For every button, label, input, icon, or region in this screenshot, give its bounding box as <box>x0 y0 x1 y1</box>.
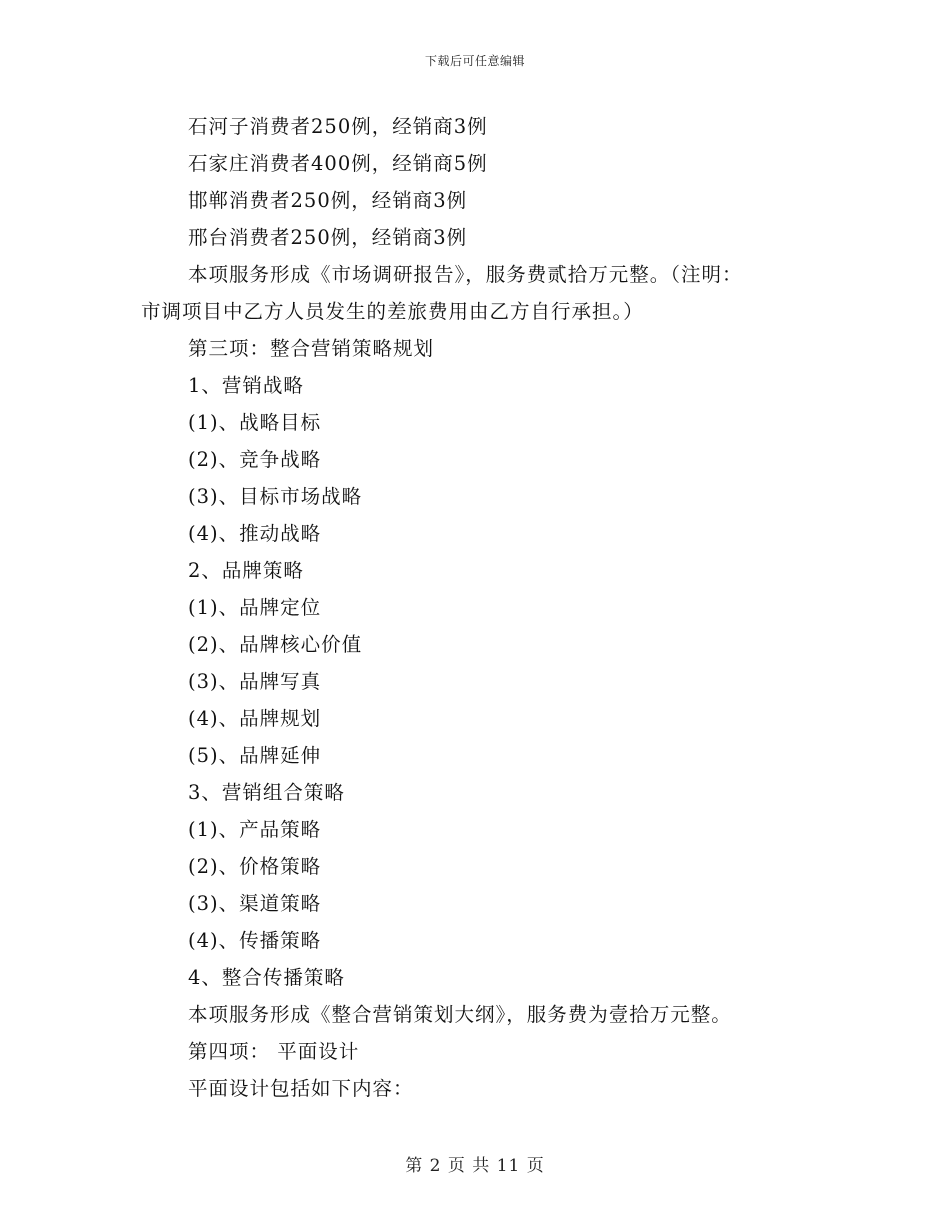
list-item: (3)、渠道策略 <box>188 892 322 915</box>
list-item: 2、品牌策略 <box>188 559 304 582</box>
paragraph-line: 邯郸消费者250例，经销商3例 <box>188 189 468 212</box>
list-item: (3)、品牌写真 <box>188 670 322 693</box>
list-item: 1、营销战略 <box>188 374 304 397</box>
list-item: (4)、品牌规划 <box>188 707 322 730</box>
list-item: 4、整合传播策略 <box>188 966 345 989</box>
list-item: 3、营销组合策略 <box>188 781 345 804</box>
paragraph-line: 邢台消费者250例，经销商3例 <box>188 226 468 249</box>
list-item: (1)、战略目标 <box>188 411 322 434</box>
page-footer: 第 2 页 共 11 页 <box>405 1156 545 1176</box>
paragraph-line: 本项服务形成《整合营销策划大纲》，服务费为壹拾万元整。 <box>188 1003 732 1026</box>
list-item: (4)、传播策略 <box>188 929 322 952</box>
list-item: (2)、价格策略 <box>188 855 322 878</box>
list-item: (1)、品牌定位 <box>188 596 322 619</box>
list-item: (2)、品牌核心价值 <box>188 633 363 656</box>
document-body <box>141 108 801 1107</box>
paragraph-line: 本项服务形成《市场调研报告》，服务费贰拾万元整。（注明： <box>188 263 743 286</box>
list-item: (3)、目标市场战略 <box>188 485 363 508</box>
paragraph-line: 平面设计包括如下内容： <box>188 1077 414 1100</box>
list-item: (1)、产品策略 <box>188 818 322 841</box>
paragraph-line: 石家庄消费者400例，经销商5例 <box>188 152 488 175</box>
paragraph-line: 石河子消费者250例，经销商3例 <box>188 115 488 138</box>
section-heading: 第四项： 平面设计 <box>188 1040 360 1063</box>
section-heading: 第三项：整合营销策略规划 <box>188 337 435 360</box>
list-item: (4)、推动战略 <box>188 522 322 545</box>
list-item: (2)、竞争战略 <box>188 448 322 471</box>
paragraph-line: 市调项目中乙方人员发生的差旅费用由乙方自行承担。） <box>141 300 644 323</box>
page-header: 下载后可任意编辑 <box>424 54 525 68</box>
list-item: (5)、品牌延伸 <box>188 744 322 767</box>
